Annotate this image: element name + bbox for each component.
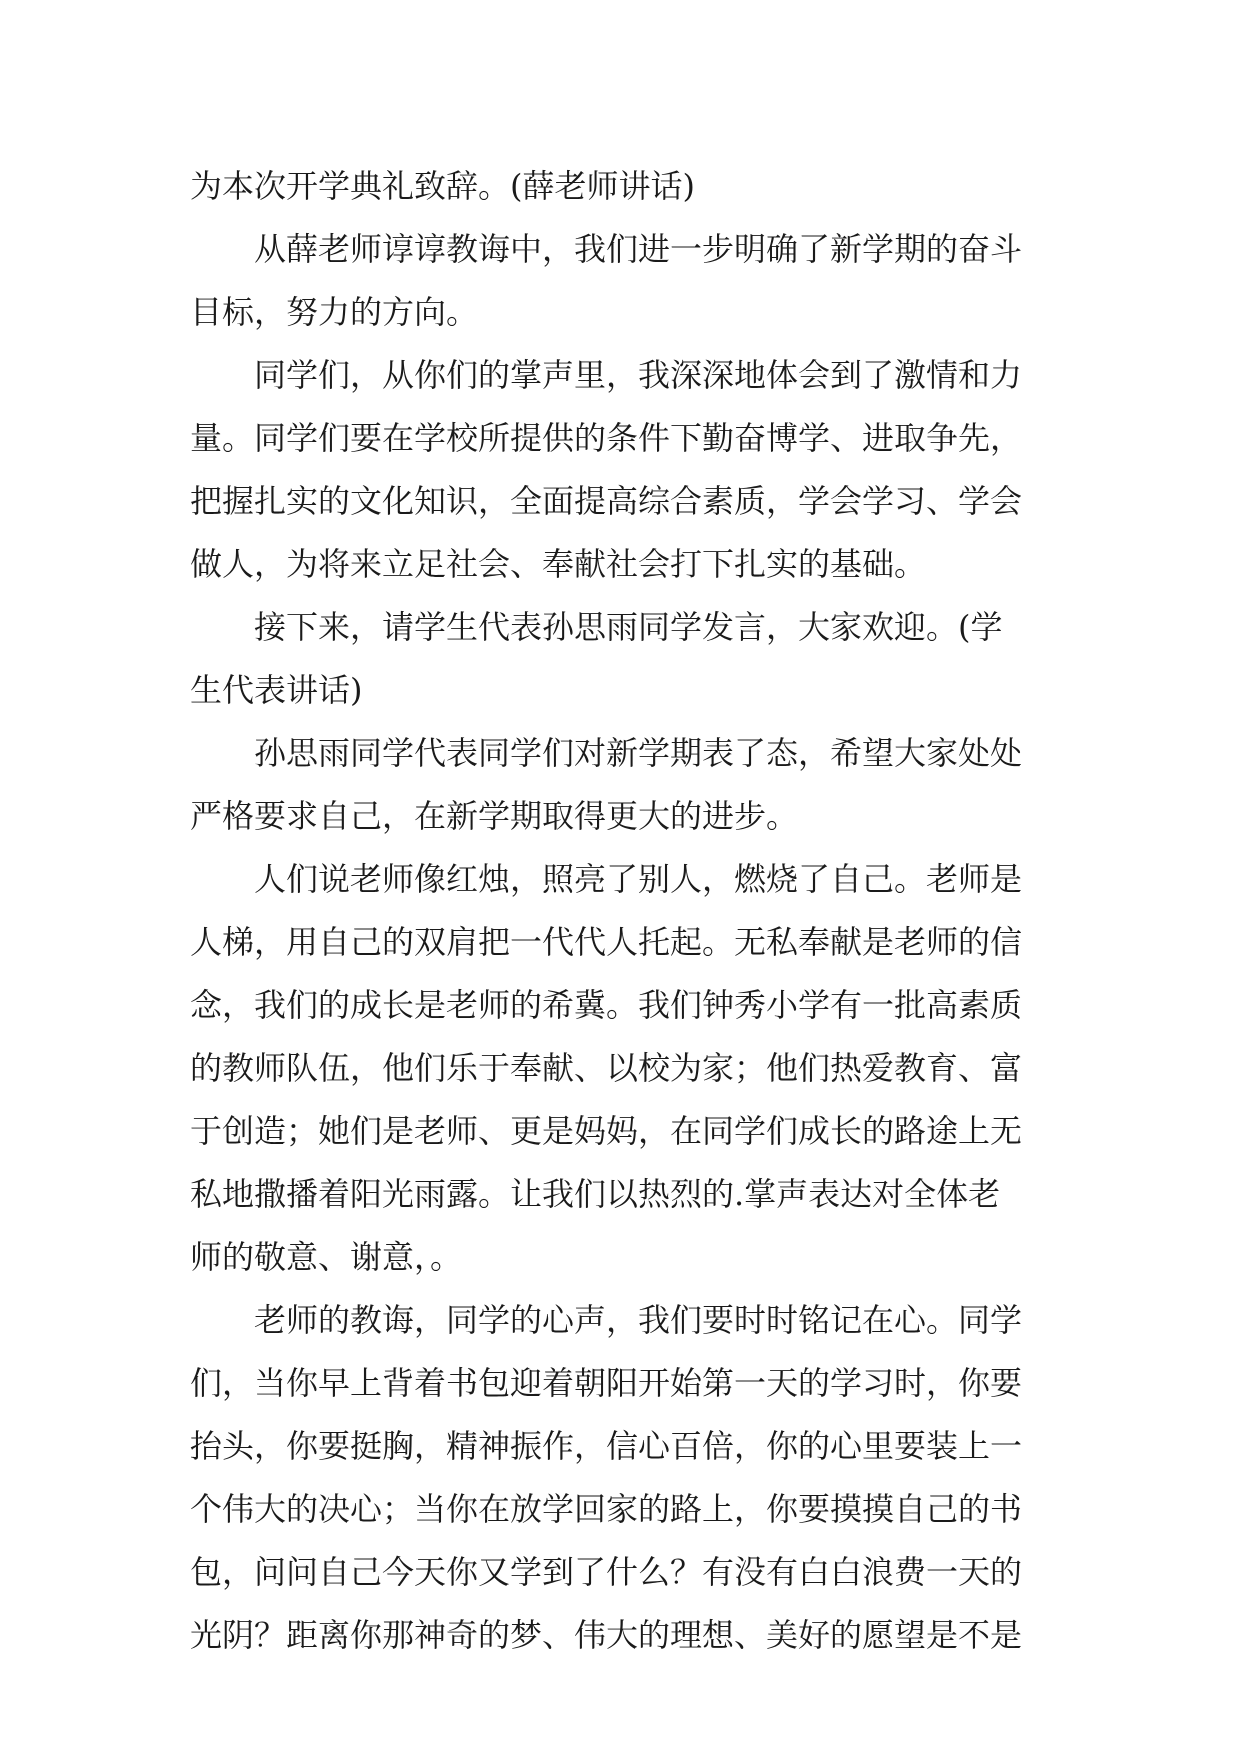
text-line: 做人，为将来立足社会、奉献社会打下扎实的基础。 xyxy=(190,545,927,583)
text-line: 念，我们的成长是老师的希冀。我们钟秀小学有一批高素质 xyxy=(190,986,1023,1024)
text-line: 人们说老师像红烛，照亮了别人，燃烧了自己。老师是 xyxy=(254,860,1023,898)
text-line: 师的敬意、谢意，。 xyxy=(190,1238,463,1276)
text-line: 人梯，用自己的双肩把一代代人托起。无私奉献是老师的信 xyxy=(190,923,1023,961)
text-line: 光阴？距离你那神奇的梦、伟大的理想、美好的愿望是不是 xyxy=(190,1616,1023,1654)
text-line: 的教师队伍，他们乐于奉献、以校为家；他们热爱教育、富 xyxy=(190,1049,1023,1087)
text-line: 接下来，请学生代表孙思雨同学发言，大家欢迎。(学 xyxy=(254,608,1003,646)
text-line: 目标，努力的方向。 xyxy=(190,293,479,331)
text-line: 们，当你早上背着书包迎着朝阳开始第一天的学习时，你要 xyxy=(190,1364,1023,1402)
text-line: 个伟大的决心；当你在放学回家的路上，你要摸摸自己的书 xyxy=(190,1490,1023,1528)
text-line: 生代表讲话) xyxy=(190,671,363,709)
text-line: 抬头，你要挺胸，精神振作，信心百倍，你的心里要装上一 xyxy=(190,1427,1023,1465)
text-line: 量。同学们要在学校所提供的条件下勤奋博学、进取争先， xyxy=(190,419,1023,457)
text-line: 包，问问自己今天你又学到了什么？有没有白白浪费一天的 xyxy=(190,1553,1023,1591)
text-line: 从薛老师谆谆教诲中，我们进一步明确了新学期的奋斗 xyxy=(254,230,1023,268)
text-line: 同学们，从你们的掌声里，我深深地体会到了激情和力 xyxy=(254,356,1023,394)
text-line: 严格要求自己，在新学期取得更大的进步。 xyxy=(190,797,799,835)
text-line: 孙思雨同学代表同学们对新学期表了态，希望大家处处 xyxy=(254,734,1023,772)
text-line: 私地撒播着阳光雨露。让我们以热烈的.掌声表达对全体老 xyxy=(190,1175,1001,1213)
text-line: 老师的教诲，同学的心声，我们要时时铭记在心。同学 xyxy=(254,1301,1023,1339)
body-text xyxy=(190,155,1050,1667)
text-line: 于创造；她们是老师、更是妈妈，在同学们成长的路途上无 xyxy=(190,1112,1023,1150)
text-line: 把握扎实的文化知识，全面提高综合素质，学会学习、学会 xyxy=(190,482,1023,520)
text-line: 为本次开学典礼致辞。(薛老师讲话) xyxy=(190,167,695,205)
